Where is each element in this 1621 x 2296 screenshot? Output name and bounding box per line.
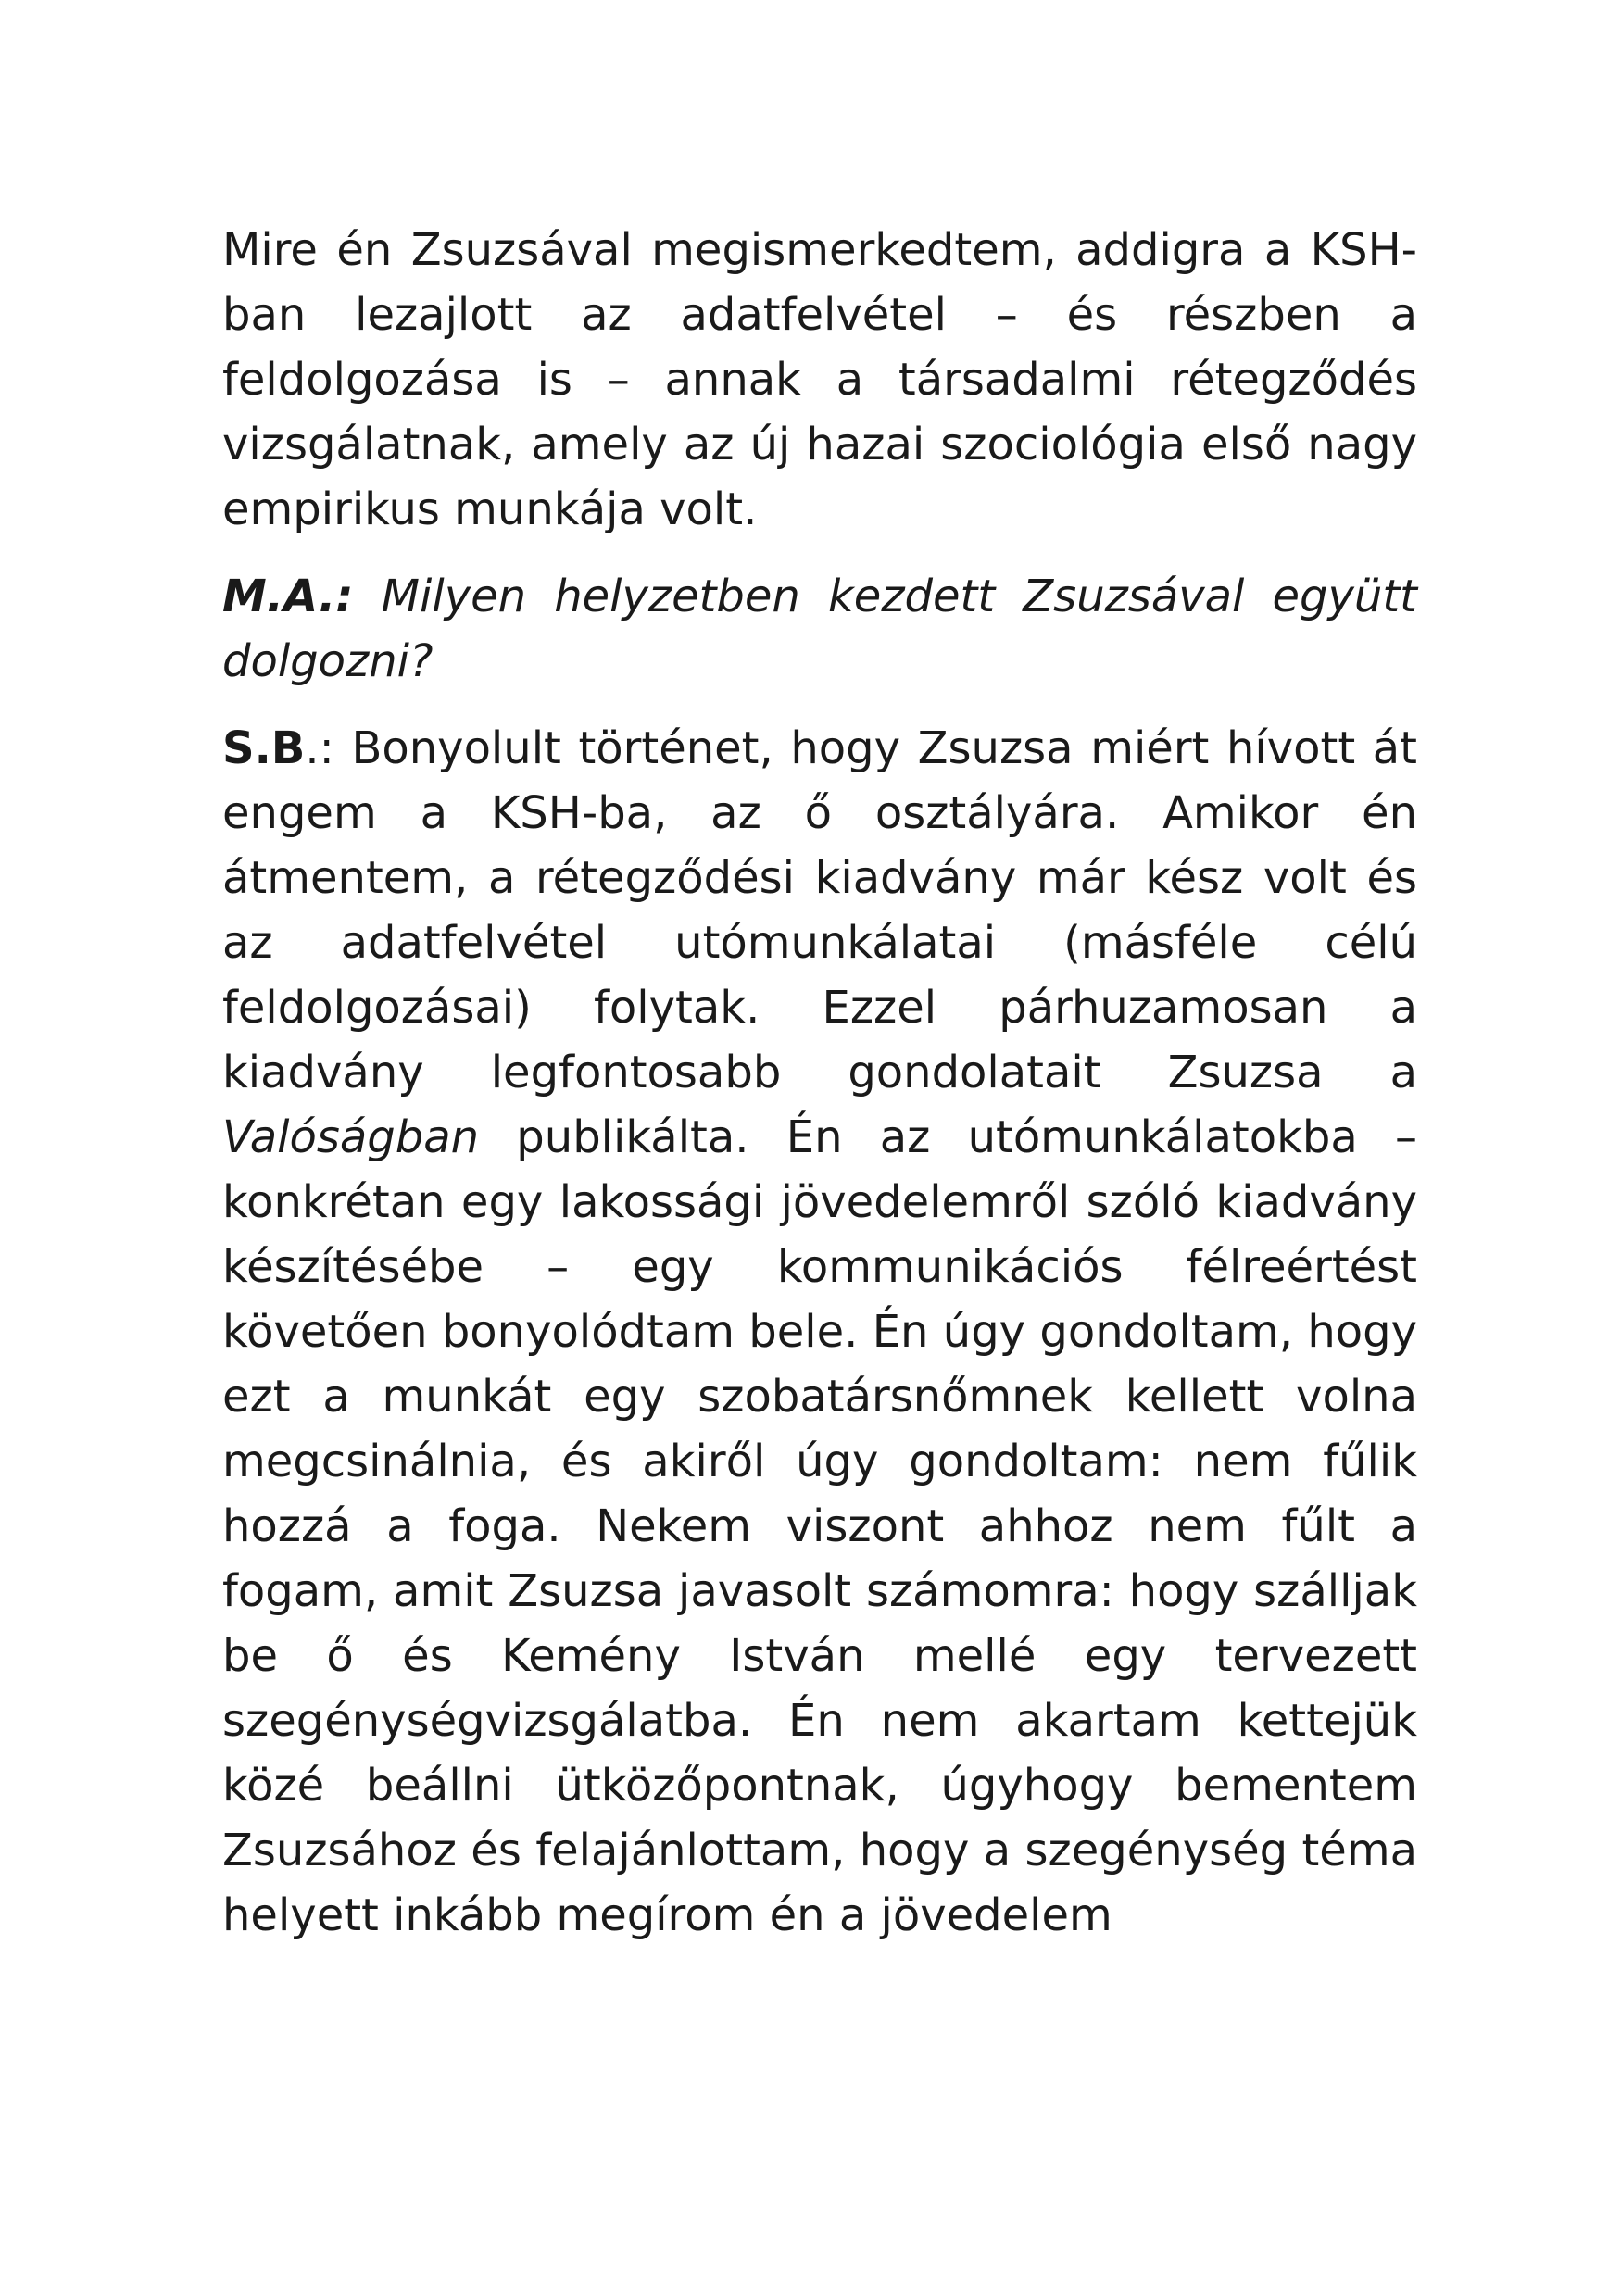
intro-paragraph bbox=[222, 218, 1417, 542]
interviewee-answer bbox=[222, 716, 1417, 1948]
interviewee-speaker-label: S.B bbox=[222, 722, 306, 774]
document-page bbox=[222, 218, 1417, 1948]
interviewee-speaker-suffix: .: bbox=[305, 722, 352, 774]
intro-paragraph-text: Mire én Zsuzsával megismerkedtem, addigra a KSH-ban lezajlott az adatfelvétel – és részben a feldolgozása is – annak a társadalmi rétegződés vizsgálatnak, amely az új hazai szociológia első nagy empirikus munkája volt. bbox=[222, 224, 1417, 535]
answer-text-after: publikálta. Én az utómunkálatokba – konkrétan egy lakossági jövedelemről szóló kiadvány készítésébe – egy kommunikációs félreértést követően bonyolódtam bele. Én úgy gondoltam, hogy ezt a munkát egy szobatársnőmnek kellett volna megcsinálnia, és akiről úgy gondoltam: nem fűlik hozzá a foga. Nekem viszont ahhoz nem fűlt a fogam, amit Zsuzsa javasolt számomra: hogy szálljak be ő és Kemény István mellé egy tervezett szegénységvizsgálatba. Én nem akartam kettejük közé beállni ütközőpontnak, úgyhogy bementem Zsuzsához és felajánlottam, hogy a szegénység téma helyett inkább megírom én a jövedelem bbox=[222, 1111, 1417, 1941]
interviewer-question-text: Milyen helyzetben kezdett Zsuzsával együtt dolgozni? bbox=[222, 571, 1417, 687]
interviewer-speaker-label: M.A.: bbox=[222, 571, 354, 622]
answer-emphasis: Valóságban bbox=[222, 1111, 480, 1163]
interviewer-question bbox=[222, 564, 1417, 694]
answer-text-before: Bonyolult történet, hogy Zsuzsa miért hívott át engem a KSH-ba, az ő osztályára. Amikor én átmentem, a rétegződési kiadvány már kész volt és az adatfelvétel utómunkálatai (másféle célú feldolgozásai) folytak. Ezzel párhuzamosan a kiadvány legfontosabb gondolatait Zsuzsa a bbox=[222, 722, 1418, 1098]
